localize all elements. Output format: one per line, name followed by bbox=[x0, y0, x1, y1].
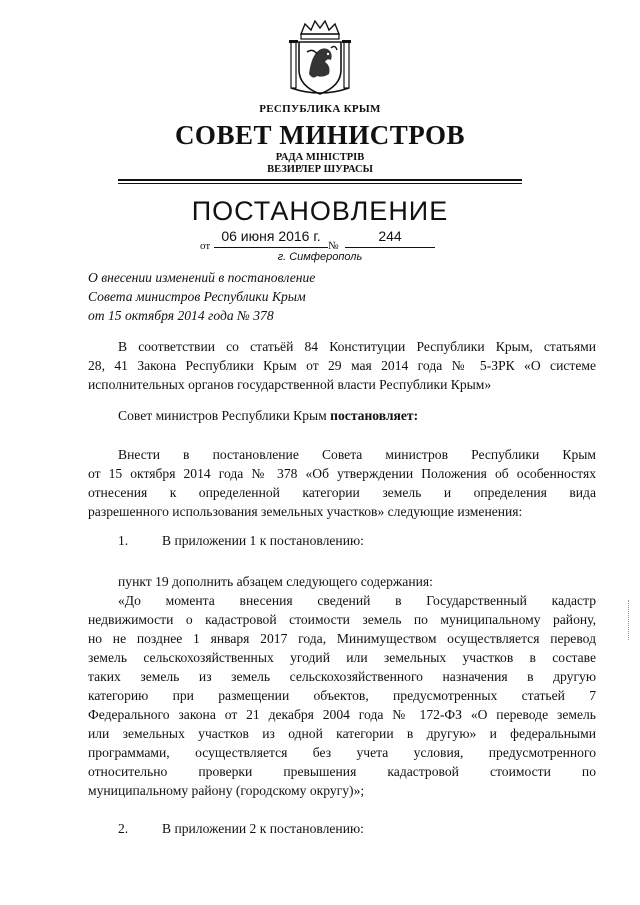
paragraph-line: разрешенного использования земельных участков» следующие изменения: bbox=[88, 504, 523, 519]
clause-line: но не позднее 1 января 2017 года, Минимуществом осуществляется перевод bbox=[88, 631, 596, 646]
clause-intro: пункт 19 дополнить абзацем следующего содержания: bbox=[118, 574, 433, 589]
resolves-keyword: постановляет: bbox=[330, 408, 419, 423]
paragraph-line: исполнительных органов государственной власти Республики Крым» bbox=[88, 377, 492, 392]
clause-line: муниципальному району (городскому округу)»; bbox=[88, 783, 365, 798]
coat-of-arms-icon bbox=[287, 18, 353, 98]
clause-paragraph bbox=[88, 572, 596, 800]
legal-basis-paragraph bbox=[88, 337, 596, 394]
clause-line: «До момента внесения сведений в Государственный кадастр bbox=[118, 593, 596, 608]
paragraph-line: от 15 октября 2014 года № 378 «Об утверждении Положения об особенностях bbox=[88, 466, 596, 481]
number-underline bbox=[345, 247, 435, 248]
paragraph-line: В соответствии со статьёй 84 Конституции Республики Крым, статьями bbox=[118, 339, 596, 354]
date-from-label: от bbox=[200, 240, 211, 252]
paragraph-line: 28, 41 Закона Республики Крым от 29 мая 2014 года № 5-ЗРК «О системе bbox=[88, 358, 596, 373]
subject-line: Совета министров Республики Крым bbox=[88, 289, 306, 304]
council-title: СОВЕТ МИНИСТРОВ bbox=[174, 120, 466, 150]
subject-line: О внесении изменений в постановление bbox=[88, 270, 316, 285]
scan-margin-mark bbox=[628, 600, 632, 640]
date-underline bbox=[214, 247, 328, 248]
council-title-ukrainian: РАДА МІНІСТРІВ bbox=[275, 152, 365, 163]
resolves-prefix: Совет министров Республики Крым bbox=[118, 408, 331, 423]
list-item-number: 2. bbox=[118, 821, 129, 836]
clause-line: недвижимости о кадастровой стоимости земель по муниципальному району, bbox=[88, 612, 596, 627]
clause-line: земель сельскохозяйственных угодий или земельных участков в составе bbox=[88, 650, 596, 665]
list-item-text: В приложении 1 к постановлению: bbox=[162, 533, 364, 548]
header-rule bbox=[118, 179, 522, 181]
council-title-crimean-tatar: ВЕЗИРЛЕР ШУРАСЫ bbox=[267, 164, 373, 175]
clause-line: или земельных участков из одной категории в другую» и федеральными bbox=[88, 726, 596, 741]
decree-number: 244 bbox=[378, 228, 402, 244]
subject-line: от 15 октября 2014 года № 378 bbox=[88, 308, 274, 323]
clause-line: категорию при размещении объектов, предусмотренных статьей 7 bbox=[88, 688, 596, 703]
number-label: № bbox=[328, 240, 339, 252]
resolves-text bbox=[88, 406, 596, 425]
decree-subject bbox=[88, 268, 315, 325]
decree-date: 06 июня 2016 г. bbox=[221, 228, 321, 244]
header-rule-thin bbox=[118, 183, 522, 184]
paragraph-line: отнесения к определенной категории земель и определения вида bbox=[88, 485, 596, 500]
amendment-paragraph bbox=[88, 445, 596, 521]
list-item-2 bbox=[118, 821, 364, 837]
list-item-text: В приложении 2 к постановлению: bbox=[162, 821, 364, 836]
decree-city: г. Симферополь bbox=[277, 251, 363, 263]
clause-line: относительно проверки превышения кадастровой стоимости по bbox=[88, 764, 596, 779]
clause-line: таких земель из земель сельскохозяйственного назначения в другую bbox=[88, 669, 596, 684]
clause-line: Федерального закона от 21 декабря 2004 года № 172-ФЗ «О переводе земель bbox=[88, 707, 596, 722]
resolves-paragraph bbox=[88, 406, 596, 425]
list-item-1 bbox=[118, 533, 364, 549]
republic-name: РЕСПУБЛИКА КРЫМ bbox=[259, 103, 381, 115]
decree-title: ПОСТАНОВЛЕНИЕ bbox=[191, 196, 449, 226]
clause-line: программами, осуществляется без учета условия, предусмотренного bbox=[88, 745, 596, 760]
list-item-number: 1. bbox=[118, 533, 129, 548]
paragraph-line: Внести в постановление Совета министров Республики Крым bbox=[118, 447, 596, 462]
